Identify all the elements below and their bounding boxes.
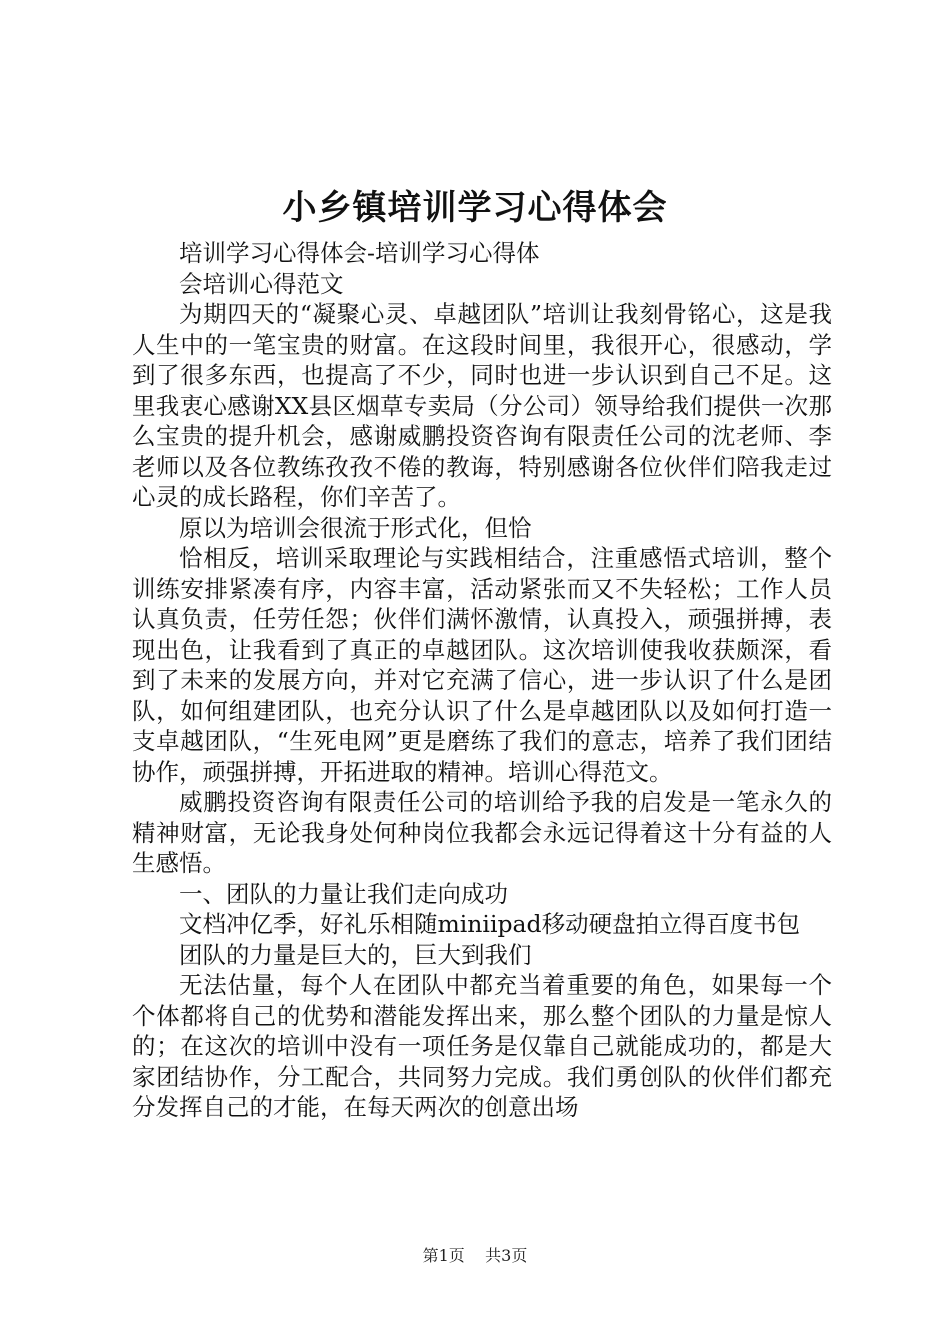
paragraph: 培训学习心得体会-培训学习心得体 xyxy=(179,239,540,267)
page-number-total: 共3页 xyxy=(485,1246,528,1265)
document-title: 小乡镇培训学习心得体会 xyxy=(282,188,668,228)
section-heading: 一、团队的力量让我们走向成功 xyxy=(179,879,508,908)
page-footer xyxy=(0,1246,950,1266)
paragraph: 无法估量，每个人在团队中都充当着重要的角色，如果每一个个体都将自己的优势和潜能发挥出来，那么整个团队的力量是惊人的；在这次的培训中没有一项任务是仅靠自己就能成功的，都是大家团结协作，分工配合，共同努力完成。我们勇创队的伙伴们都充分发挥自己的才能，在每天两次的创意出场 xyxy=(132,971,832,1121)
paragraph: 威鹏投资咨询有限责任公司的培训给予我的启发是一笔永久的精神财富，无论我身处何种岗位我都会永远记得着这十分有益的人生感悟。 xyxy=(132,788,832,877)
paragraph: 为期四天的“凝聚心灵、卓越团队”培训让我刻骨铭心，这是我人生中的一笔宝贵的财富。在这段时间里，我很开心，很感动，学到了很多东西，也提高了不少，同时也进一步认识到自己不足。这里我衷心感谢XX县区烟草专卖局（分公司）领导给我们提供一次那么宝贵的提升机会，感谢威鹏投资咨询有限责任公司的沈老师、李老师以及各位教练孜孜不倦的教诲，特别感谢各位伙伴们陪我走过心灵的成长路程，你们辛苦了。 xyxy=(132,300,832,511)
paragraph: 文档冲亿季，好礼乐相随miniipad移动硬盘拍立得百度书包 xyxy=(179,910,801,938)
page-number-current: 第1页 xyxy=(422,1246,465,1265)
document-body xyxy=(132,238,832,1123)
paragraph: 原以为培训会很流于形式化，但恰 xyxy=(179,513,532,542)
footer-spacer xyxy=(470,1246,480,1265)
paragraph: 恰相反，培训采取理论与实践相结合，注重感悟式培训，整个训练安排紧凑有序，内容丰富，活动紧张而又不失轻松；工作人员认真负责，任劳任怨；伙伴们满怀激情，认真投入，顽强拼搏，表现出色，让我看到了真正的卓越团队。这次培训使我收获颇深，看到了未来的发展方向，并对它充满了信心，进一步认识了什么是团队，如何组建团队，也充分认识了什么是卓越团队以及如何打造一支卓越团队，“生死电网”更是磨练了我们的意志，培养了我们团结协作，顽强拼搏，开拓进取的精神。培训心得范文。 xyxy=(132,544,832,786)
paragraph: 团队的力量是巨大的，巨大到我们 xyxy=(179,940,532,969)
paragraph: 会培训心得范文 xyxy=(179,269,344,298)
